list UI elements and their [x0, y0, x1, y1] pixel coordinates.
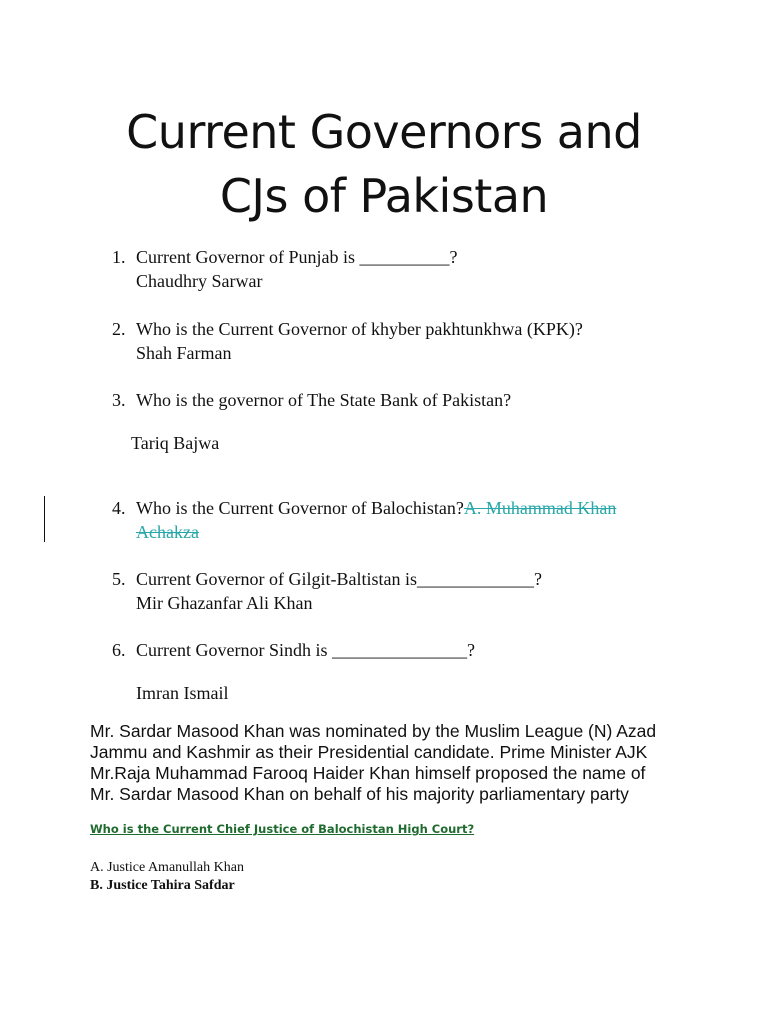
question-number: 1. [112, 247, 126, 267]
question-text: Who is the governor of The State Bank of Pakistan? [136, 390, 512, 410]
question-text [136, 496, 696, 520]
question-answer: Tariq Bajwa [131, 433, 220, 453]
question-text: Current Governor of Punjab is __________? [136, 247, 458, 267]
question-number: 5. [112, 569, 126, 589]
option-a: A. Justice Amanullah Khan [90, 860, 244, 875]
title-line-2: CJs of Pakistan [219, 169, 549, 223]
question-answer: Shah Farman [136, 343, 232, 363]
question-answer: Imran Ismail [136, 683, 229, 703]
paragraph-line: Mr. Sardar Masood Khan was nominated by the Muslim League (N) Azad [90, 721, 657, 741]
change-bar [44, 496, 45, 542]
question-answer: Mir Ghazanfar Ali Khan [136, 593, 313, 613]
option-b-correct: B. Justice Tahira Safdar [90, 878, 235, 893]
struck-answer-line-1: A. Muhammad Khan [463, 498, 617, 518]
page-title [0, 100, 768, 228]
question-answer: Chaudhry Sarwar [136, 271, 263, 291]
question-text: Current Governor of Gilgit-Baltistan is_____________? [136, 569, 542, 589]
paragraph-line: Jammu and Kashmir as their Presidential candidate. Prime Minister AJK [90, 742, 648, 762]
question-number: 2. [112, 319, 126, 339]
question-text-main: Who is the Current Governor of Balochistan? [136, 498, 464, 518]
question-text: Who is the Current Governor of khyber pakhtunkhwa (KPK)? [136, 319, 583, 339]
question-number: 4. [112, 498, 126, 518]
paragraph-line: Mr.Raja Muhammad Farooq Haider Khan himself proposed the name of [90, 763, 646, 783]
paragraph-line: Mr. Sardar Masood Khan on behalf of his majority parliamentary party [90, 784, 629, 804]
struck-answer-line-2: Achakza [136, 522, 199, 542]
body-paragraph [90, 721, 690, 805]
title-line-1: Current Governors and [126, 105, 642, 159]
cj-question-heading: Who is the Current Chief Justice of Balochistan High Court? [90, 822, 475, 836]
question-number: 3. [112, 390, 126, 410]
question-number: 6. [112, 640, 126, 660]
question-text: Current Governor Sindh is _______________? [136, 640, 475, 660]
